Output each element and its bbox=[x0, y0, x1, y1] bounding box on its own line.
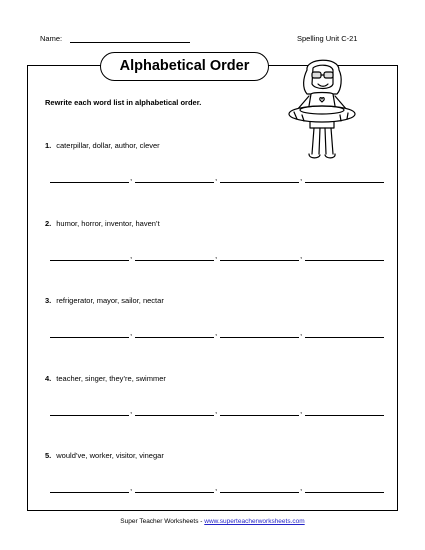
answer-blank[interactable] bbox=[220, 406, 299, 416]
comma-separator: , bbox=[300, 251, 303, 260]
comma-separator: , bbox=[300, 173, 303, 182]
question-number: 4. bbox=[45, 374, 52, 383]
question-number: 3. bbox=[45, 296, 52, 305]
worksheet-title: Alphabetical Order bbox=[100, 52, 269, 81]
question-number: 2. bbox=[45, 219, 52, 228]
answer-blank[interactable] bbox=[135, 173, 214, 183]
girl-with-swim-ring-illustration bbox=[287, 56, 357, 164]
answer-blank[interactable] bbox=[305, 328, 384, 338]
instructions: Rewrite each word list in alphabetical order. bbox=[45, 98, 202, 107]
answer-blank[interactable] bbox=[305, 251, 384, 261]
comma-separator: , bbox=[130, 328, 133, 337]
answer-blank[interactable] bbox=[135, 328, 214, 338]
question-words: refrigerator, mayor, sailor, nectar bbox=[56, 296, 164, 305]
question bbox=[45, 374, 166, 383]
answer-blank[interactable] bbox=[50, 251, 129, 261]
answer-blank[interactable] bbox=[135, 406, 214, 416]
question-words: caterpillar, dollar, author, clever bbox=[56, 141, 160, 150]
answer-blank[interactable] bbox=[305, 483, 384, 493]
answer-blank[interactable] bbox=[220, 173, 299, 183]
answer-blank[interactable] bbox=[220, 483, 299, 493]
answer-blank[interactable] bbox=[50, 406, 129, 416]
unit-label: Spelling Unit C-21 bbox=[297, 34, 358, 43]
name-line[interactable] bbox=[70, 42, 190, 43]
footer bbox=[0, 518, 425, 525]
question bbox=[45, 451, 164, 460]
answer-blank[interactable] bbox=[50, 483, 129, 493]
comma-separator: , bbox=[215, 328, 218, 337]
comma-separator: , bbox=[215, 251, 218, 260]
comma-separator: , bbox=[130, 406, 133, 415]
answer-blank[interactable] bbox=[50, 173, 129, 183]
comma-separator: , bbox=[300, 328, 303, 337]
name-label: Name: bbox=[40, 34, 63, 43]
name-field[interactable] bbox=[40, 34, 190, 43]
comma-separator: , bbox=[215, 406, 218, 415]
comma-separator: , bbox=[130, 483, 133, 492]
question-words: teacher, singer, they’re, swimmer bbox=[56, 374, 166, 383]
question-words: would’ve, worker, visitor, vinegar bbox=[56, 451, 164, 460]
question bbox=[45, 141, 160, 150]
footer-text: Super Teacher Worksheets - bbox=[120, 518, 205, 525]
comma-separator: , bbox=[300, 406, 303, 415]
comma-separator: , bbox=[130, 173, 133, 182]
answer-blank[interactable] bbox=[220, 251, 299, 261]
comma-separator: , bbox=[130, 251, 133, 260]
question bbox=[45, 296, 164, 305]
comma-separator: , bbox=[215, 483, 218, 492]
question-number: 5. bbox=[45, 451, 52, 460]
answer-blank[interactable] bbox=[305, 173, 384, 183]
answer-blank[interactable] bbox=[305, 406, 384, 416]
question-number: 1. bbox=[45, 141, 52, 150]
answer-blank[interactable] bbox=[135, 251, 214, 261]
question bbox=[45, 219, 160, 228]
comma-separator: , bbox=[300, 483, 303, 492]
comma-separator: , bbox=[215, 173, 218, 182]
footer-link[interactable]: www.superteacherworksheets.com bbox=[204, 518, 305, 525]
answer-blank[interactable] bbox=[135, 483, 214, 493]
answer-blank[interactable] bbox=[220, 328, 299, 338]
answer-blank[interactable] bbox=[50, 328, 129, 338]
question-words: humor, horror, inventor, haven’t bbox=[56, 219, 160, 228]
